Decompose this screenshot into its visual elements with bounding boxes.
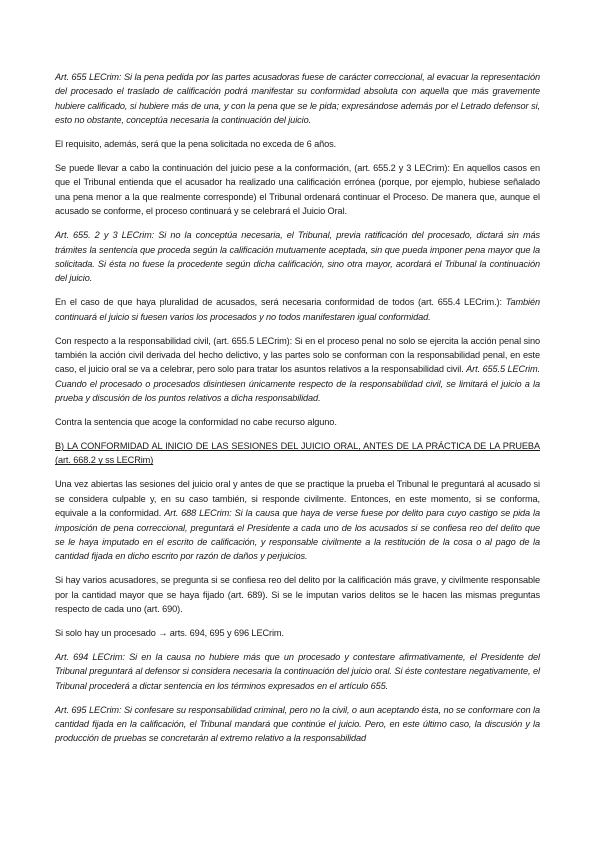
pluralidad-text: En el caso de que haya pluralidad de acusados, será necesaria conformidad de todos (art. 655.4 LECrim.):	[55, 297, 506, 308]
paragraph-art-655: Art. 655 LECrim: Si la pena pedida por las partes acusadoras fuese de carácter correccional, al evacuar la representación del procesado el traslado de calificación podrá manifestar su conformidad absoluta con aquella que más gravemente hubiere calificado, si hubiere más de una, y con la pena que se le pida; expresándose además por el Letrado defensor si, esto no obstante, conceptúa necesaria la continuación del juicio.	[55, 72, 540, 126]
sesiones-text: Una vez abiertas las sesiones del juicio oral y antes de que se practique la prueba el Tribunal le preguntará al acusado si se considera culpable y, en su caso también, si responde civilmente. Entonces, en este momento, si se conforma, equivale a la conformidad.	[55, 479, 540, 519]
responsabilidad-text: Con respecto a la responsabilidad civil, (art. 655.5 LECrim): Si en el proceso penal no solo se ejercita la acción penal sino también la acción civil derivada del hecho delictivo, y las partes solo se conforman con la responsabilidad penal, en este caso, el juicio oral se va a celebrar, pero solo para tratar los asuntos relativos a la responsabilidad civil.	[55, 335, 540, 375]
paragraph-art-695: Art. 695 LECrim: Si confesare su responsabilidad criminal, pero no la civil, o aun aceptando ésta, no se conformare con la cantidad fijada en la calificación, el Tribunal mandará que continúe el juicio. Pero, en este último caso, la discusión y la producción de pruebas se concretarán al extremo relativo a la responsabilidad	[55, 704, 540, 744]
paragraph-varios-acusadores: Si hay varios acusadores, se pregunta si se confiesa reo del delito por la calificación más grave, y civilmente responsable por la cantidad mayor que se haya fijado (art. 689). Si se le imputan varios delitos se le hacen las mismas preguntas respecto de cada uno (art. 690).	[55, 575, 540, 615]
paragraph-sin-recurso: Contra la sentencia que acoge la conformidad no cabe recurso alguno.	[55, 417, 337, 428]
paragraph-continuacion-juicio: Se puede llevar a cabo la continuación del juicio pese a la conformación, (art. 655.2 y 3 LECrim): En aquellos casos en que el Tribunal entienda que el acusador ha realizado una calificación errónea (porque, por ejemplo, hubiese señalado una pena menor a la que realmente corresponde) el Tribunal ordenará continuar el Proceso. De manera que, aunque el acusado se conforme, el proceso continuará y se celebrará el Juicio Oral.	[55, 163, 540, 217]
paragraph-requisito: El requisito, además, será que la pena solicitada no exceda de 6 años.	[55, 139, 337, 150]
pluralidad-quote: También continuará el juicio si fuesen varios los procesados y no todos manifestaren igual conformidad.	[55, 297, 540, 322]
paragraph-sesiones-juicio	[55, 477, 540, 563]
paragraph-un-procesado: Si solo hay un procesado → arts. 694, 695 y 696 LECrim.	[55, 628, 284, 638]
section-heading-b: B) LA CONFORMIDAD AL INICIO DE LAS SESIONES DEL JUICIO ORAL, ANTES DE LA PRÁCTICA DE LA PRUEBA (art. 668.2 y ss LECRim)	[55, 441, 540, 466]
paragraph-pluralidad-acusados	[55, 295, 540, 324]
paragraph-art-694: Art. 694 LECrim: Si en la causa no hubiere más que un procesado y contestare afirmativamente, el Presidente del Tribunal preguntará al defensor si considera necesaria la continuación del juicio oral. Si éste contestare negativamente, el Tribunal procederá a dictar sentencia en los términos expresados en el artículo 655.	[55, 651, 540, 691]
responsabilidad-quote: Art. 655.5 LECrim. Cuando el procesado o procesados disintiesen únicamente respecto de la responsabilidad civil, se limitará el juicio a la prueba y discusión de los puntos relativos a dicha responsabilidad.	[55, 364, 540, 404]
sesiones-quote: Art. 688 LECrim: Si la causa que haya de verse fuese por delito para cuyo castigo se pida la imposición de pena correccional, preguntará el Presidente a cada uno de los acusados si se confiesa reo del delito que se le haya imputado en el escrito de calificación, y responsable civilmente a la restitución de la cosa o al pago de la cantidad fijada en dicho escrito por razón de daños y perjuicios.	[55, 508, 541, 562]
paragraph-responsabilidad-civil	[55, 334, 540, 406]
paragraph-art-655-2-3: Art. 655. 2 y 3 LECrim: Si no la conceptúa necesaria, el Tribunal, previa ratificación del procesado, dictará sin más trámites la sentencia que proceda según la calificación mutuamente aceptada, sin que pueda imponer pena mayor que la solicitada. Si ésta no fuese la procedente según dicha calificación, sino otra mayor, acordará el Tribunal la continuación del juicio.	[55, 230, 540, 284]
